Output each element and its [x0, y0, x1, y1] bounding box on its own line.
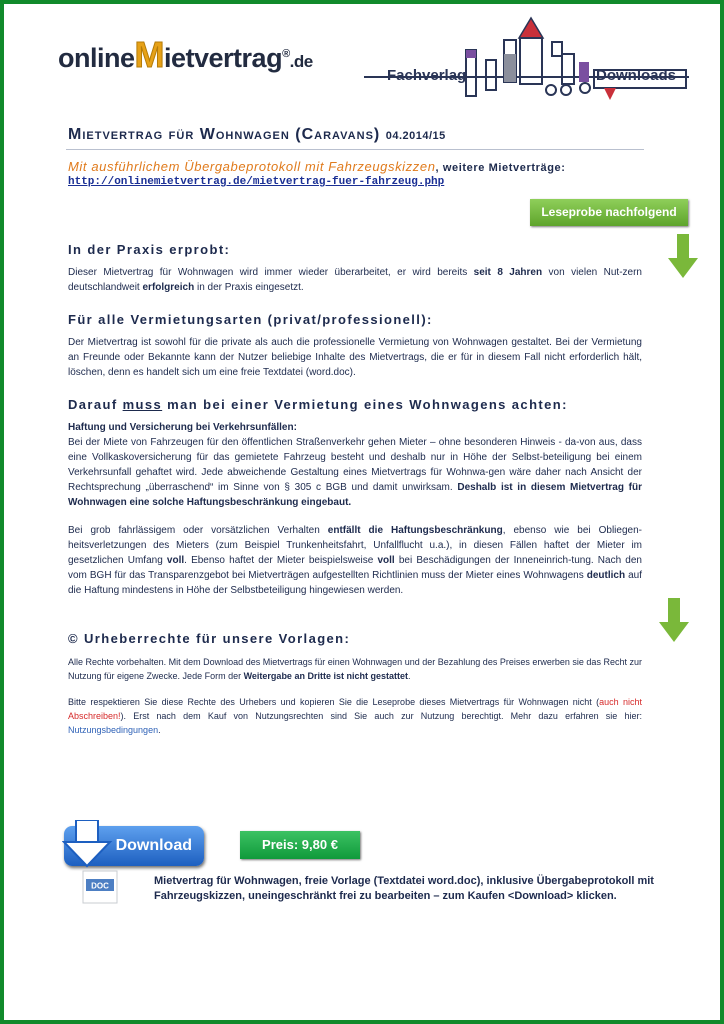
down-arrow-icon [659, 598, 689, 642]
section-heading-vermietungsarten: Für alle Vermietungsarten (privat/professionell): [68, 312, 433, 327]
title-main: Mietvertrag für Wohnwagen (Caravans) [68, 126, 381, 143]
haftung-p1-bold: Deshalb ist in diesem Mietvertrag für Wohnwagen eine solche Haftungsbeschränkung eingebaut. [68, 482, 642, 508]
subtitle [68, 159, 566, 174]
fachverlag-label: Fachverlag [387, 67, 467, 84]
download-description: Mietvertrag für Wohnwagen, freie Vorlage (Textdatei word.doc), inklusive Übergabeprotokoll mit Fahrzeugskizzen, uneingeschränkt frei zu bearbeiten – zum Kaufen <Download> klicken. [154, 875, 654, 902]
haftung-paragraph-2 [68, 523, 642, 598]
logo-registered: ® [282, 48, 290, 60]
urheber-p1-text-2: . [407, 671, 411, 681]
urheber-p1-bold: Weitergabe an Dritte ist nicht gestattet [243, 671, 408, 681]
logo-prefix: online [58, 43, 135, 73]
urheber-p2-text-1: Bitte respektieren Sie diese Rechte des Urhebers und kopieren Sie die Leseprobe dieses Mietvertrags für Wohnwagen nicht ( [68, 697, 600, 707]
download-arrow-icon [62, 820, 114, 868]
praxis-paragraph [68, 265, 642, 295]
section-heading-urheberrechte: © Urheberrechte für unsere Vorlagen: [68, 631, 351, 646]
urheber-paragraph-2 [68, 695, 642, 737]
urheber-p2-text-2: ). Erst nach dem Kauf von Nutzungsrechten sind Sie auch zur Nutzung berechtigt. Mehr dazu erfahren sie hier: [120, 711, 642, 721]
praxis-text-3: in der Praxis eingesetzt. [194, 282, 304, 293]
haftung-p2-text-5: auf die Haftung mindestens in Höhe der Selbstbeteiligung hingewiesen werden. [68, 570, 642, 596]
haftung-subheading-text: Haftung und Versicherung bei Verkehrsunfällen: [68, 422, 297, 433]
download-button[interactable]: Download [64, 826, 204, 866]
title-divider [66, 149, 644, 150]
haftung-subheading [68, 420, 642, 435]
subtitle-highlight: Mit ausführlichem Übergabeprotokoll mit Fahrzeugskizzen [68, 159, 436, 174]
urheber-p1-text-1: Alle Rechte vorbehalten. Mit dem Download des Mietvertrags für einen Wohnwagen und der Bezahlung des Preises erwerben sie das Recht zur Nutzung für eigene Zwecke. Jede Form der [68, 657, 642, 681]
haftung-paragraph-1 [68, 435, 642, 510]
logo-m: M [134, 34, 164, 75]
section-heading-achten [68, 397, 568, 412]
achten-heading-pre: Darauf [68, 397, 123, 412]
doc-file-icon [82, 870, 118, 904]
doc-icon-label: DOC [91, 881, 109, 891]
price-badge[interactable]: Preis: 9,80 € [240, 831, 360, 859]
praxis-bold-1: seit 8 Jahren [473, 267, 543, 278]
logo-suffix: ietvertrag [164, 43, 283, 73]
praxis-text-1: Dieser Mietvertrag für Wohnwagen wird immer wieder überarbeitet, er wird bereits [68, 267, 474, 278]
page-title [68, 126, 446, 144]
haftung-p2-text-3: . Ebenso haftet der Mieter beispielsweise [184, 555, 378, 566]
urheber-p2-text-3: . [158, 725, 161, 735]
brand-logo[interactable] [58, 34, 313, 76]
achten-heading-underlined: muss [122, 397, 163, 412]
subtitle-rest: , weitere Mietverträge: [435, 162, 566, 174]
haftung-p2-bold-3: voll [377, 555, 395, 566]
related-contracts-link[interactable]: http://onlinemietvertrag.de/mietvertrag-fuer-fahrzeug.php [68, 176, 445, 188]
title-version: 04.2014/15 [385, 130, 446, 142]
downloads-label[interactable]: Downloads [596, 67, 677, 84]
leseprobe-button[interactable]: Leseprobe nachfolgend [530, 199, 688, 226]
achten-heading-post: man bei einer Vermietung eines Wohnwagens achten: [162, 397, 568, 412]
logo-tld: .de [289, 52, 313, 71]
down-arrow-icon [668, 234, 698, 278]
haftung-p1-text: Bei der Miete von Fahrzeugen für den öffentlichen Straßenverkehr gehen Mieter – ohne besonderen Hinweis - da-von aus, dass eine Vollkaskoversicherung für das gemietete Fahrzeug besteht und deshalb nur in Höhe der Selbst-beteiligung bei einem Verkehrsunfall gehaftet wird. Jede abweichende Gestaltung eines Mietvertrags für Wohnwa-gen wäre daher nach Ansicht der Rechtsprechung „überraschend“ im Sinne von § 305 c BGB und damit unwirksam. [68, 437, 642, 493]
haftung-p2-bold-2: voll [166, 555, 185, 566]
haftung-p2-bold-4: deutlich [586, 570, 626, 581]
urheber-paragraph-1 [68, 655, 642, 683]
praxis-text-2: von vielen Nut-zern deutschlandweit [68, 267, 642, 293]
haftung-p2-text-1: Bei grob fahrlässigem oder vorsätzlichen Verhalten [68, 525, 328, 536]
praxis-bold-2: erfolgreich [142, 282, 195, 293]
haftung-p2-text-4: bei Beschädigungen der Inneneinrich-tung. Nach den vom BGH für das Transparenzgebot bei Mietverträgen aufgestellten Richtlinien muss der Mieter eines Wohnwagens [68, 555, 642, 581]
urheber-p2-warning: auch nicht Abschreiben! [68, 697, 642, 721]
vermietungsarten-paragraph: Der Mietvertrag ist sowohl für die private als auch die professionelle Vermietung von Wohnwagen gestaltet. Bei der Vermietung an Freunde oder Bekannte kann der Nutzer beliebige Inhalte des Mietvertrags, die er für in diesem Fall nicht erforderlich hält, löschen, denn es handelt sich um eine freie Textdatei (word.doc). [68, 337, 642, 378]
haftung-p2-bold-1: entfällt die Haftungsbeschränkung [327, 525, 503, 536]
section-heading-praxis: In der Praxis erprobt: [68, 242, 231, 257]
haftung-p2-text-2: , ebenso wie bei Obliegen-heitsverletzungen des Mieters (zum Beispiel Trunkenheitsfahrt, Unfallflucht u.a.), in diesen Fällen haftet der Mieter im gesetzlichen Umfang [68, 525, 642, 566]
skyline-logo-graphic [354, 10, 694, 110]
nutzungsbedingungen-link[interactable]: Nutzungsbedingungen [68, 725, 159, 735]
